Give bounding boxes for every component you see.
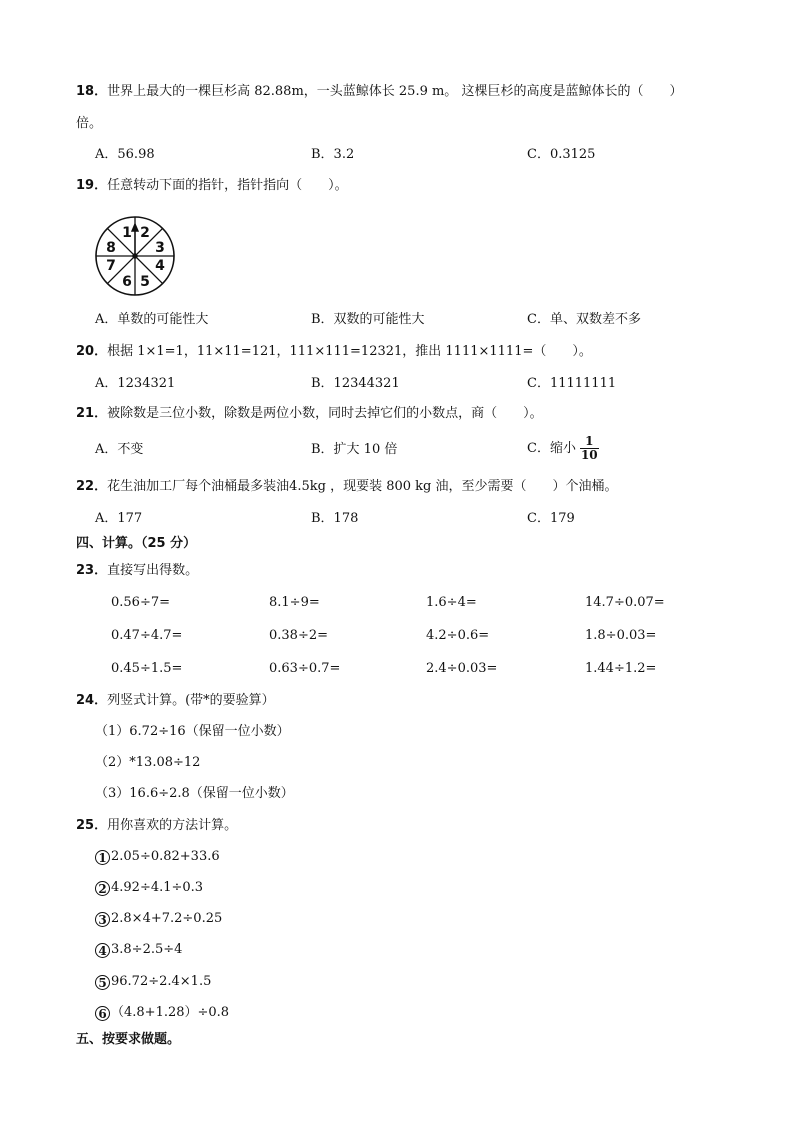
question-number: 23． [76, 563, 108, 578]
calc-item [95, 1004, 229, 1022]
math-item: 0.56÷7= [111, 595, 171, 610]
circled-number: 6 [95, 1006, 110, 1021]
spinner-diagram [93, 214, 177, 298]
calc-expression: 2.8×4+7.2÷0.25 [111, 911, 223, 926]
option-c: C．179 [527, 511, 575, 526]
math-item: 1.6÷4= [426, 595, 477, 610]
spinner-number-8: 8 [106, 240, 116, 256]
question-24 [76, 692, 275, 710]
spinner-number-2: 2 [140, 225, 150, 241]
spinner-number-4: 4 [155, 258, 165, 274]
calc-item [95, 973, 211, 991]
circled-number: 2 [95, 881, 110, 896]
option-c [527, 432, 599, 466]
math-item: 0.38÷2= [269, 628, 329, 643]
math-item: 14.7÷0.07= [585, 595, 665, 610]
question-18 [76, 83, 682, 101]
option-b: B．扩大 10 倍 [311, 442, 398, 457]
math-item: 1.44÷1.2= [585, 661, 657, 676]
circled-number: 3 [95, 912, 110, 927]
circled-number: 4 [95, 943, 110, 958]
calc-item [95, 910, 222, 928]
section-title: 四、计算。（25 分） [76, 536, 197, 551]
calc-item [95, 941, 182, 959]
option-a: A．不变 [95, 442, 144, 457]
question-21 [76, 405, 543, 423]
option-text: C．缩小 [527, 441, 576, 456]
option-a: A．56.98 [95, 147, 155, 162]
question-text: 根据 1×1=1，11×11=121，111×111=12321，推出 1111×1111=（ ）。 [107, 344, 592, 359]
calc-item [95, 879, 203, 897]
question-text: 倍。 [76, 116, 103, 131]
calc-item: （3）16.6÷2.8（保留一位小数） [95, 786, 294, 801]
calc-item: （1）6.72÷16（保留一位小数） [95, 724, 290, 739]
question-number: 19． [76, 178, 108, 193]
math-item: 4.2÷0.6= [426, 628, 490, 643]
spinner-number-5: 5 [140, 274, 150, 290]
math-item: 0.45÷1.5= [111, 661, 183, 676]
circled-number: 1 [95, 850, 110, 865]
question-text: 世界上最大的一棵巨杉高 82.88m，一头蓝鲸体长 25.9 m。 这棵巨杉的高度是蓝鲸体长的（ ） [107, 84, 683, 99]
option-a: A．177 [95, 511, 143, 526]
option-a: A．1234321 [95, 376, 176, 391]
spinner-number-1: 1 [122, 225, 132, 241]
spinner-number-6: 6 [122, 274, 132, 290]
question-23 [76, 562, 198, 580]
question-20 [76, 343, 592, 361]
question-number: 25． [76, 818, 108, 833]
option-b: B．3.2 [311, 147, 355, 162]
math-item: 1.8÷0.03= [585, 628, 657, 643]
option-c: C．11111111 [527, 376, 617, 391]
math-item: 0.47÷4.7= [111, 628, 183, 643]
question-text: 列竖式计算。(带*的要验算） [107, 693, 275, 708]
question-text: 花生油加工厂每个油桶最多装油4.5kg ，现要装 800 kg 油，至少需要（ ）个油桶。 [107, 479, 618, 494]
question-22 [76, 478, 618, 496]
question-18-continued [76, 115, 102, 133]
option-b: B．12344321 [311, 376, 400, 391]
question-number: 21． [76, 406, 108, 421]
option-b: B．178 [311, 511, 359, 526]
calc-item: （2）*13.08÷12 [95, 755, 201, 770]
calc-expression: （4.8+1.28）÷0.8 [111, 1005, 230, 1020]
spinner-number-3: 3 [155, 240, 165, 256]
circled-number: 5 [95, 975, 110, 990]
option-c: C．0.3125 [527, 147, 596, 162]
spinner-pointer [132, 224, 138, 258]
fraction [580, 435, 599, 462]
option-c: C．单、双数差不多 [527, 312, 641, 327]
calc-item [95, 848, 220, 866]
question-text: 直接写出得数。 [107, 563, 199, 578]
question-19 [76, 177, 348, 195]
question-number: 24． [76, 693, 108, 708]
math-item: 2.4÷0.03= [426, 661, 498, 676]
calc-expression: 96.72÷2.4×1.5 [111, 974, 212, 989]
question-text: 用你喜欢的方法计算。 [107, 818, 238, 833]
option-a: A．单数的可能性大 [95, 312, 209, 327]
option-b: B．双数的可能性大 [311, 312, 425, 327]
section-title: 五、按要求做题。 [76, 1032, 181, 1047]
question-text: 被除数是三位小数，除数是两位小数，同时去掉它们的小数点，商（ ）。 [107, 406, 543, 421]
question-text: 任意转动下面的指针，指针指向（ ）。 [107, 178, 348, 193]
question-25 [76, 817, 237, 835]
spinner-number-7: 7 [106, 258, 116, 274]
question-number: 18． [76, 84, 108, 99]
fraction-denominator: 10 [580, 448, 598, 462]
fraction-numerator: 1 [580, 435, 599, 449]
calc-expression: 3.8÷2.5÷4 [111, 942, 183, 957]
question-number: 20． [76, 344, 108, 359]
calc-expression: 2.05÷0.82+33.6 [111, 849, 220, 864]
math-item: 8.1÷9= [269, 595, 320, 610]
calc-expression: 4.92÷4.1÷0.3 [111, 880, 204, 895]
question-number: 22． [76, 479, 108, 494]
math-item: 0.63÷0.7= [269, 661, 341, 676]
